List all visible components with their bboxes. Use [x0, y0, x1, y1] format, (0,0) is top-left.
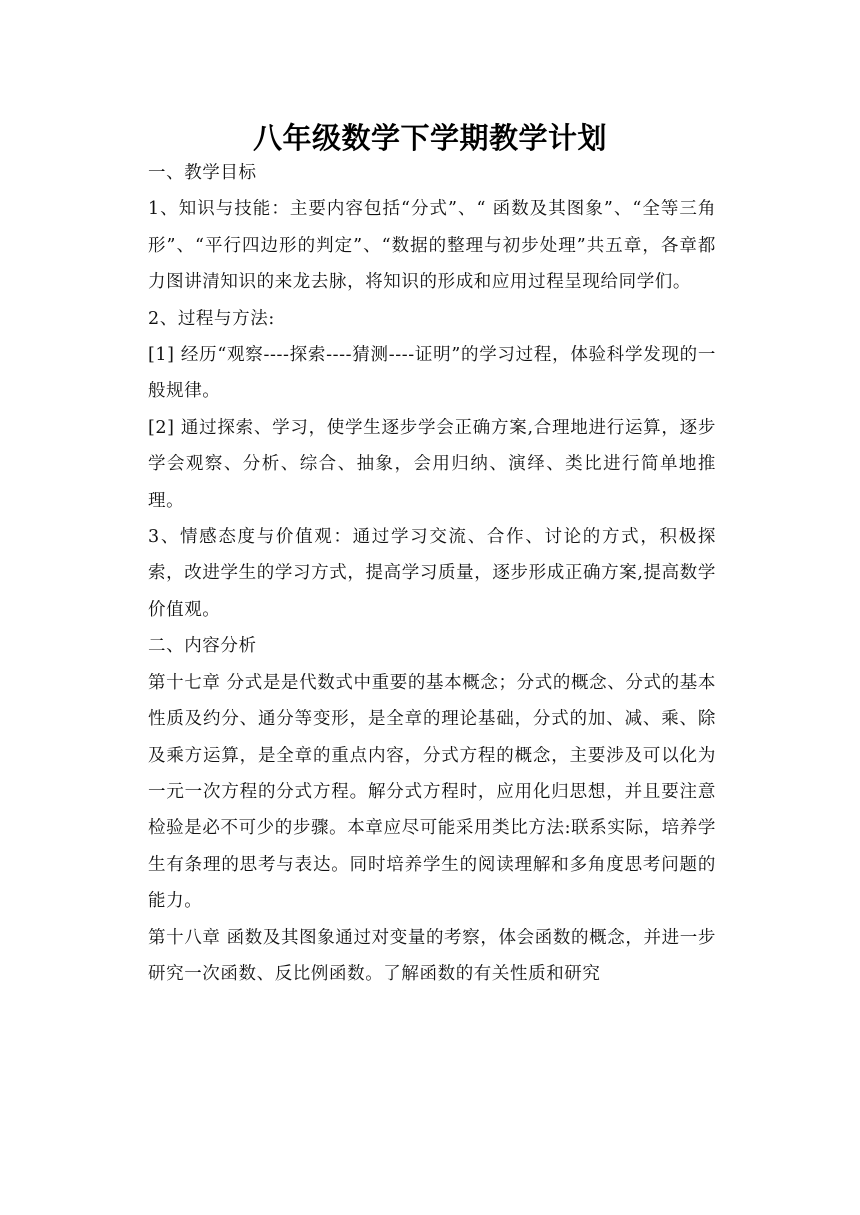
section-heading-objectives: 一、教学目标: [148, 163, 257, 183]
paragraph-knowledge-skills: 1、知识与技能：主要内容包括“分式”、“ 函数及其图象”、“全等三角形”、“平行四边形的判定”、“数据的整理与初步处理”共五章，各章都力图讲清知识的来龙去脉，将知识的形成和应用过程呈现给同学们。: [148, 199, 716, 293]
paragraph-item-1: [1] 经历“观察----探索----猜测----证明”的学习过程，体验科学发现的一般规律。: [148, 345, 716, 402]
paragraph-process-methods: 2、过程与方法:: [148, 308, 275, 329]
paragraph-chapter-17: 第十七章 分式是是代数式中重要的基本概念；分式的概念、分式的基本性质及约分、通分等变形，是全章的理论基础，分式的加、减、乘、除及乘方运算，是全章的重点内容，分式方程的概念，主要涉及可以化为一元一次方程的分式方程。解分式方程时，应用化归思想，并且要注意检验是必不可少的步骤。本章应尽可能采用类比方法:联系实际，培养学生有条理的思考与表达。同时培养学生的阅读理解和多角度思考问题的能力。: [148, 672, 716, 912]
section-heading-content-analysis: 二、内容分析: [148, 636, 257, 657]
document-body: [148, 155, 716, 992]
page-title: 八年级数学下学期教学计划: [252, 121, 607, 155]
paragraph-item-2: [2] 通过探索、学习，使学生逐步学会正确方案,合理地进行运算，逐步学会观察、分析、综合、抽象，会用归纳、演绎、类比进行简单地推理。: [148, 417, 716, 511]
paragraph-chapter-18: 第十八章 函数及其图象通过对变量的考察，体会函数的概念，并进一步研究一次函数、反比例函数。了解函数的有关性质和研究: [148, 927, 716, 984]
paragraph-attitude-values: 3、情感态度与价值观：通过学习交流、合作、讨论的方式，积极探索，改进学生的学习方式，提高学习质量，逐步形成正确方案,提高数学价值观。: [148, 527, 716, 620]
